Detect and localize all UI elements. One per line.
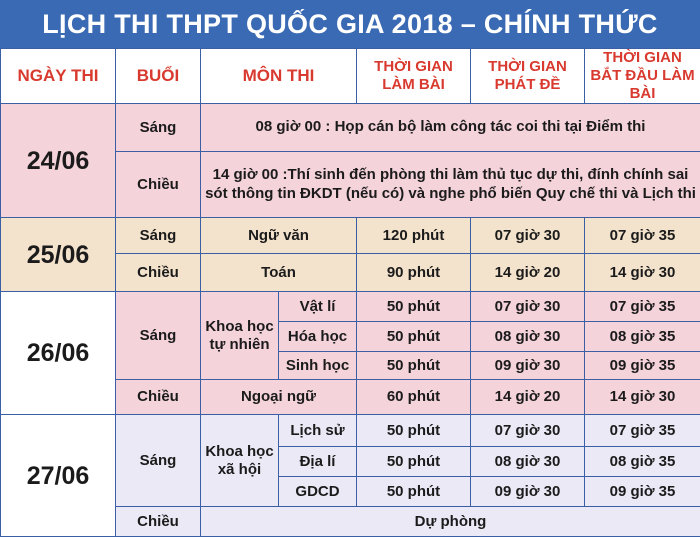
group-cell: Khoa học tự nhiên	[201, 292, 279, 380]
subject-cell: Vật lí	[279, 292, 357, 322]
start-cell: 07 giờ 35	[585, 218, 700, 254]
duration-cell: 50 phút	[357, 292, 471, 322]
table-row	[1, 292, 700, 322]
day-26-cell: 26/06	[1, 292, 116, 415]
note-cell: 14 giờ 00 :Thí sinh đến phòng thi làm thủ tục dự thi, đính chính sai sót thông tin ĐKDT (nếu có) và nghe phổ biến Quy chế thi và Lịch thi	[201, 152, 700, 218]
header-day: NGÀY THI	[1, 49, 116, 104]
header-subject: MÔN THI	[201, 49, 357, 104]
page-title: LỊCH THI THPT QUỐC GIA 2018 – CHÍNH THỨC	[0, 0, 700, 48]
session-cell: Chiều	[116, 380, 201, 415]
subject-cell: Sinh học	[279, 352, 357, 380]
session-cell: Chiều	[116, 152, 201, 218]
duration-cell: 120 phút	[357, 218, 471, 254]
note-cell: Dự phòng	[201, 507, 700, 537]
release-cell: 07 giờ 30	[471, 415, 585, 447]
release-cell: 14 giờ 20	[471, 254, 585, 292]
subject-cell: Địa lí	[279, 447, 357, 477]
duration-cell: 50 phút	[357, 415, 471, 447]
header-session: BUỔI	[116, 49, 201, 104]
group-cell: Khoa học xã hội	[201, 415, 279, 507]
release-cell: 07 giờ 30	[471, 218, 585, 254]
subject-cell: Toán	[201, 254, 357, 292]
start-cell: 09 giờ 35	[585, 352, 700, 380]
start-cell: 09 giờ 35	[585, 477, 700, 507]
start-cell: 07 giờ 35	[585, 292, 700, 322]
release-cell: 09 giờ 30	[471, 352, 585, 380]
session-cell: Sáng	[116, 292, 201, 380]
table-row	[1, 104, 700, 152]
subject-cell: GDCD	[279, 477, 357, 507]
release-cell: 14 giờ 20	[471, 380, 585, 415]
duration-cell: 60 phút	[357, 380, 471, 415]
start-cell: 08 giờ 35	[585, 322, 700, 352]
subject-cell: Hóa học	[279, 322, 357, 352]
start-cell: 14 giờ 30	[585, 254, 700, 292]
header-start: THỜI GIAN BẮT ĐẦU LÀM BÀI	[585, 49, 700, 104]
schedule-table	[0, 48, 700, 537]
table-row	[1, 415, 700, 447]
session-cell: Sáng	[116, 218, 201, 254]
session-cell: Chiều	[116, 254, 201, 292]
note-cell: 08 giờ 00 : Họp cán bộ làm công tác coi thi tại Điểm thi	[201, 104, 700, 152]
start-cell: 14 giờ 30	[585, 380, 700, 415]
duration-cell: 50 phút	[357, 477, 471, 507]
duration-cell: 50 phút	[357, 322, 471, 352]
session-cell: Chiều	[116, 507, 201, 537]
table-row	[1, 218, 700, 254]
release-cell: 08 giờ 30	[471, 447, 585, 477]
day-25-cell: 25/06	[1, 218, 116, 292]
session-cell: Sáng	[116, 415, 201, 507]
duration-cell: 50 phút	[357, 447, 471, 477]
subject-cell: Ngữ văn	[201, 218, 357, 254]
day-24-cell: 24/06	[1, 104, 116, 218]
subject-cell: Lịch sử	[279, 415, 357, 447]
header-row	[1, 49, 700, 104]
duration-cell: 90 phút	[357, 254, 471, 292]
duration-cell: 50 phút	[357, 352, 471, 380]
session-cell: Sáng	[116, 104, 201, 152]
release-cell: 07 giờ 30	[471, 292, 585, 322]
day-27-cell: 27/06	[1, 415, 116, 537]
subject-cell: Ngoại ngữ	[201, 380, 357, 415]
start-cell: 07 giờ 35	[585, 415, 700, 447]
release-cell: 09 giờ 30	[471, 477, 585, 507]
header-release: THỜI GIAN PHÁT ĐỀ	[471, 49, 585, 104]
start-cell: 08 giờ 35	[585, 447, 700, 477]
header-duration: THỜI GIAN LÀM BÀI	[357, 49, 471, 104]
release-cell: 08 giờ 30	[471, 322, 585, 352]
